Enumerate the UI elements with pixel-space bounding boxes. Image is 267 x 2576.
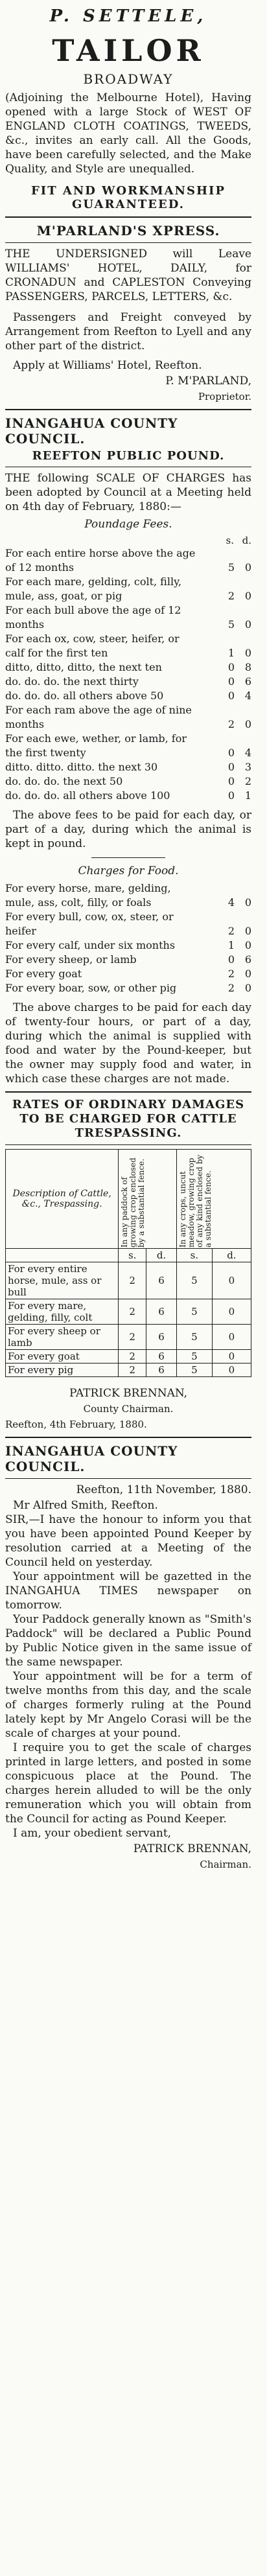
express-title: M'PARLAND'S XPRESS. [36,223,220,238]
fee-row [5,575,251,589]
food-note: The above charges to be paid for each day of twenty-four hours, or part of a day, during which the animal is supplied with food and water by the Pound-keeper, but the owner may supply food and water, in which case these charges are not made. [5,1001,251,1085]
fee-row [5,589,251,603]
damages-blank-cell [6,1249,119,1262]
damages-cell: 2 [119,1363,146,1377]
food-row [5,967,251,981]
fee-pence: 0 [244,718,251,730]
settele-trade: TAILOR [52,33,205,68]
food-pence: 0 [244,896,251,909]
fee-pence: 0 [244,618,251,631]
fee-label: do. do. do. the next 50 [5,775,123,787]
damages-row [6,1350,251,1363]
damages-role: County Chairman. [83,1403,174,1415]
fee-shillings: 0 [227,690,235,702]
damages-row [6,1325,251,1350]
food-list [5,881,251,995]
sd-label: s. [176,1249,212,1262]
fee-label: do. do. do. the next thirty [5,675,139,688]
sd-label: s. [119,1249,146,1262]
sd-label: d. [212,1249,251,1262]
express-body-2: Passengers and Freight conveyed by Arrangement from Reefton to Lyell and any other part of the district. [5,311,251,353]
fee-pence [235,575,251,589]
divider [5,1478,251,1479]
settele-name: P. SETTELE, [49,6,207,26]
fee-pence [235,632,251,646]
food-label: For every boar, sow, or other pig [5,982,177,994]
damages-cell: 2 [119,1350,146,1363]
fee-label: For each entire horse above the age [5,547,196,559]
divider [5,1437,251,1438]
fee-row [5,603,251,618]
fee-shillings [216,575,235,589]
fee-row [5,703,251,717]
damages-table [5,1149,251,1377]
fee-label: For each ox, cow, steer, heifer, or [5,632,180,645]
express-role: Proprietor. [198,391,251,402]
fee-label: of 12 months [5,561,75,574]
sd-label: d. [146,1249,177,1262]
food-pence: 0 [244,939,251,951]
fees-list [5,546,251,803]
letter-date: Reefton, 11th November, 1880. [76,1483,251,1496]
divider [5,216,251,218]
settele-advert [5,6,251,211]
fee-row [5,632,251,646]
fee-row [5,618,251,632]
food-row [5,896,251,910]
fee-label: ditto, ditto, ditto, the next ten [5,661,162,673]
letter-to: Mr Alfred Smith, Reefton. [13,1499,158,1512]
fee-pence: 0 [244,561,251,574]
fee-pence: 4 [244,690,251,702]
divider [5,242,251,243]
fee-shillings [216,632,235,646]
divider [5,409,251,410]
fee-shillings: 1 [227,647,235,659]
fee-pence: 6 [244,675,251,688]
letter-para-5: I require you to get the scale of charges printed in large letters, and posted in some conspicuous place at the Pound. The charges herein alluded to will be the only remuneration which you will obtain from the Council for acting as Pound Keeper. [5,1741,251,1826]
letter-para-3: Your Paddock generally known as "Smith's Paddock" will be declared a Public Pound by Public Notice given in the same issue of the same newspaper. [5,1613,251,1669]
divider [5,1091,251,1093]
fee-label: the first twenty [5,747,86,759]
damages-cell: 6 [146,1299,177,1325]
damages-cell: 2 [119,1262,146,1299]
fee-shillings: 0 [227,661,235,673]
damages-row-label: For every goat [6,1350,119,1363]
fees-column-header [5,535,251,546]
food-label: For every calf, under six months [5,939,176,951]
fee-row [5,732,251,746]
fee-label: For each bull above the age of 12 [5,604,181,616]
fee-shillings: 5 [227,618,235,631]
damages-cell: 0 [212,1262,251,1299]
damages-col-b-header: In any crops, uncut meadow, growing crop of any kind enclosed by a substantial fence. [176,1150,251,1249]
fee-shillings [216,732,235,746]
food-row [5,981,251,995]
fee-shillings: 0 [227,775,235,787]
food-pence [235,881,251,896]
food-shillings: 0 [227,953,235,966]
fee-shillings: 5 [227,561,235,574]
food-shillings: 2 [227,925,235,937]
settele-body: (Adjoining the Melbourne Hotel), Having opened with a large Stock of WEST OF ENGLAND CLOTH COATINGS, TWEEDS, &c., invites an early call. All the Goods, have been carefully selected, and the Make Quality, and Style are unequalled. [5,91,251,176]
fee-pence: 4 [244,747,251,759]
fee-label: do. do. do. all others above 50 [5,690,164,702]
fee-row [5,717,251,732]
fee-label: months [5,718,45,730]
food-row [5,881,251,896]
damages-row [6,1262,251,1299]
food-label: For every goat [5,968,82,980]
fee-row [5,660,251,675]
fee-label: months [5,618,45,631]
damages-cell: 6 [146,1325,177,1350]
food-row [5,938,251,953]
damages-cell: 5 [176,1363,212,1377]
damages-cell: 5 [176,1262,212,1299]
food-row [5,924,251,938]
food-shillings: 4 [227,896,235,909]
fee-shillings [216,546,235,561]
food-shillings: 2 [227,968,235,980]
fee-shillings [216,603,235,618]
food-shillings: 1 [227,939,235,951]
fee-pence: 0 [244,647,251,659]
damages-row [6,1363,251,1377]
damages-cell: 2 [119,1325,146,1350]
council-title: INANGAHUA COUNTY COUNCIL. [5,415,178,447]
damages-cell: 0 [212,1325,251,1350]
fee-row [5,675,251,689]
fees-note: The above fees to be paid for each day, or part of a day, during which the animal is kept in pound. [5,809,251,850]
settele-tagline: FIT AND WORKMANSHIP GUARANTEED. [31,184,226,211]
damages-row-label: For every entire horse, mule, ass or bull [6,1262,119,1299]
fee-shillings [216,703,235,717]
food-pence: 0 [244,925,251,937]
food-shillings [216,881,235,896]
letter-title: INANGAHUA COUNTY COUNCIL. [5,1443,178,1474]
food-label: For every bull, cow, ox, steer, or [5,911,174,923]
damages-cell: 0 [212,1363,251,1377]
fee-pence: 8 [244,661,251,673]
fee-row [5,561,251,575]
pound-subtitle: REEFTON PUBLIC POUND. [32,449,225,463]
express-apply: Apply at Williams' Hotel, Reefton. [13,359,202,372]
food-row [5,910,251,924]
fee-pence: 2 [244,775,251,787]
shillings-header: s. [226,535,234,546]
fee-row [5,774,251,789]
fee-pence: 1 [244,789,251,802]
food-label: For every horse, mare, gelding, [5,882,171,894]
letter-role: Chairman. [200,1859,251,1870]
food-pence [235,910,251,924]
fee-row [5,746,251,760]
fee-row [5,789,251,803]
fee-label: do. do. do. all others above 100 [5,789,170,802]
damages-date: Reefton, 4th February, 1880. [5,1419,147,1430]
damages-cell: 2 [119,1299,146,1325]
damages-table-body [6,1262,251,1377]
food-shillings: 2 [227,982,235,994]
fee-row [5,546,251,561]
express-signature: P. M'PARLAND, [165,375,251,388]
food-heading: Charges for Food. [78,864,179,877]
fee-shillings: 0 [227,761,235,773]
damages-cell: 5 [176,1325,212,1350]
food-pence: 0 [244,982,251,994]
food-label: heifer [5,925,36,937]
letter-notice [5,1443,251,1872]
food-pence: 0 [244,968,251,980]
damages-notice [5,1098,251,1432]
fee-label: For each mare, gelding, colt, filly, [5,575,182,588]
fee-pence: 3 [244,761,251,773]
letter-para-4: Your appointment will be for a term of twelve months from this day, and the scale of charges formerly ruling at the Pound lately kept by Mr Angelo Corasi will be the scale of charges at your pound. [5,1670,251,1740]
fee-label: calf for the first ten [5,647,108,659]
fee-row [5,646,251,660]
food-label: mule, ass, colt, filly, or foals [5,896,152,909]
damages-col-a-header: In any paddock of growing crop enclosed by a substantial fence. [119,1150,177,1249]
damages-cell: 5 [176,1299,212,1325]
settele-street: BROADWAY [83,71,174,87]
fee-label: For each ewe, wether, or lamb, for [5,732,187,745]
letter-para-2: Your appointment will be gazetted in the INANGAHUA TIMES newspaper on tomorrow. [5,1570,251,1612]
fee-label: mule, ass, goat, or pig [5,590,122,602]
fee-shillings: 0 [227,747,235,759]
damages-cell: 6 [146,1350,177,1363]
divider [91,857,165,858]
food-pence: 6 [244,953,251,966]
letter-signature: PATRICK BRENNAN, [133,1842,251,1855]
food-label: For every sheep, or lamb [5,953,137,966]
express-advert [5,223,251,404]
damages-cell: 0 [212,1350,251,1363]
fee-pence: 0 [244,590,251,602]
fee-row [5,760,251,774]
fee-shillings: 0 [227,675,235,688]
damages-cell: 6 [146,1363,177,1377]
damages-desc-header: Description of Cattle, &c., Trespassing. [6,1150,119,1249]
pound-notice [5,415,251,1086]
damages-cell: 5 [176,1350,212,1363]
damages-cell: 6 [146,1262,177,1299]
fee-shillings: 2 [227,718,235,730]
food-row [5,953,251,967]
letter-para-1: SIR,—I have the honour to inform you that you have been appointed Pound Keeper by resolution carried at a Meeting of the Council held on yesterday. [5,1513,251,1569]
poundage-fees-heading: Poundage Fees. [84,518,172,531]
damages-signature: PATRICK BRENNAN, [69,1387,188,1400]
fee-pence [235,703,251,717]
fee-pence [235,603,251,618]
letter-closing: I am, your obedient servant, [13,1827,172,1840]
fee-label: For each ram above the age of nine [5,704,192,716]
pound-intro: THE following SCALE OF CHARGES has been adopted by Council at a Meeting held on 4th day of February, 1880:— [5,472,251,513]
fee-pence [235,546,251,561]
pence-header: d. [242,535,251,546]
damages-row-label: For every sheep or lamb [6,1325,119,1350]
damages-title: RATES OF ORDINARY DAMAGES TO BE CHARGED FOR CATTLE TRESPASSING. [12,1098,245,1140]
damages-row [6,1299,251,1325]
divider [5,1144,251,1145]
damages-row-label: For every pig [6,1363,119,1377]
fee-shillings: 0 [227,789,235,802]
fee-shillings: 2 [227,590,235,602]
fee-label: ditto. ditto. ditto. the next 30 [5,761,158,773]
food-shillings [216,910,235,924]
express-body: THE UNDERSIGNED will Leave WILLIAMS' HOTEL, DAILY, for CRONADUN and CAPLESTON Conveying PASSENGERS, PARCELS, LETTERS, &c. [5,248,251,303]
fee-row [5,689,251,703]
fee-pence [235,732,251,746]
damages-row-label: For every mare, gelding, filly, colt [6,1299,119,1325]
damages-cell: 0 [212,1299,251,1325]
